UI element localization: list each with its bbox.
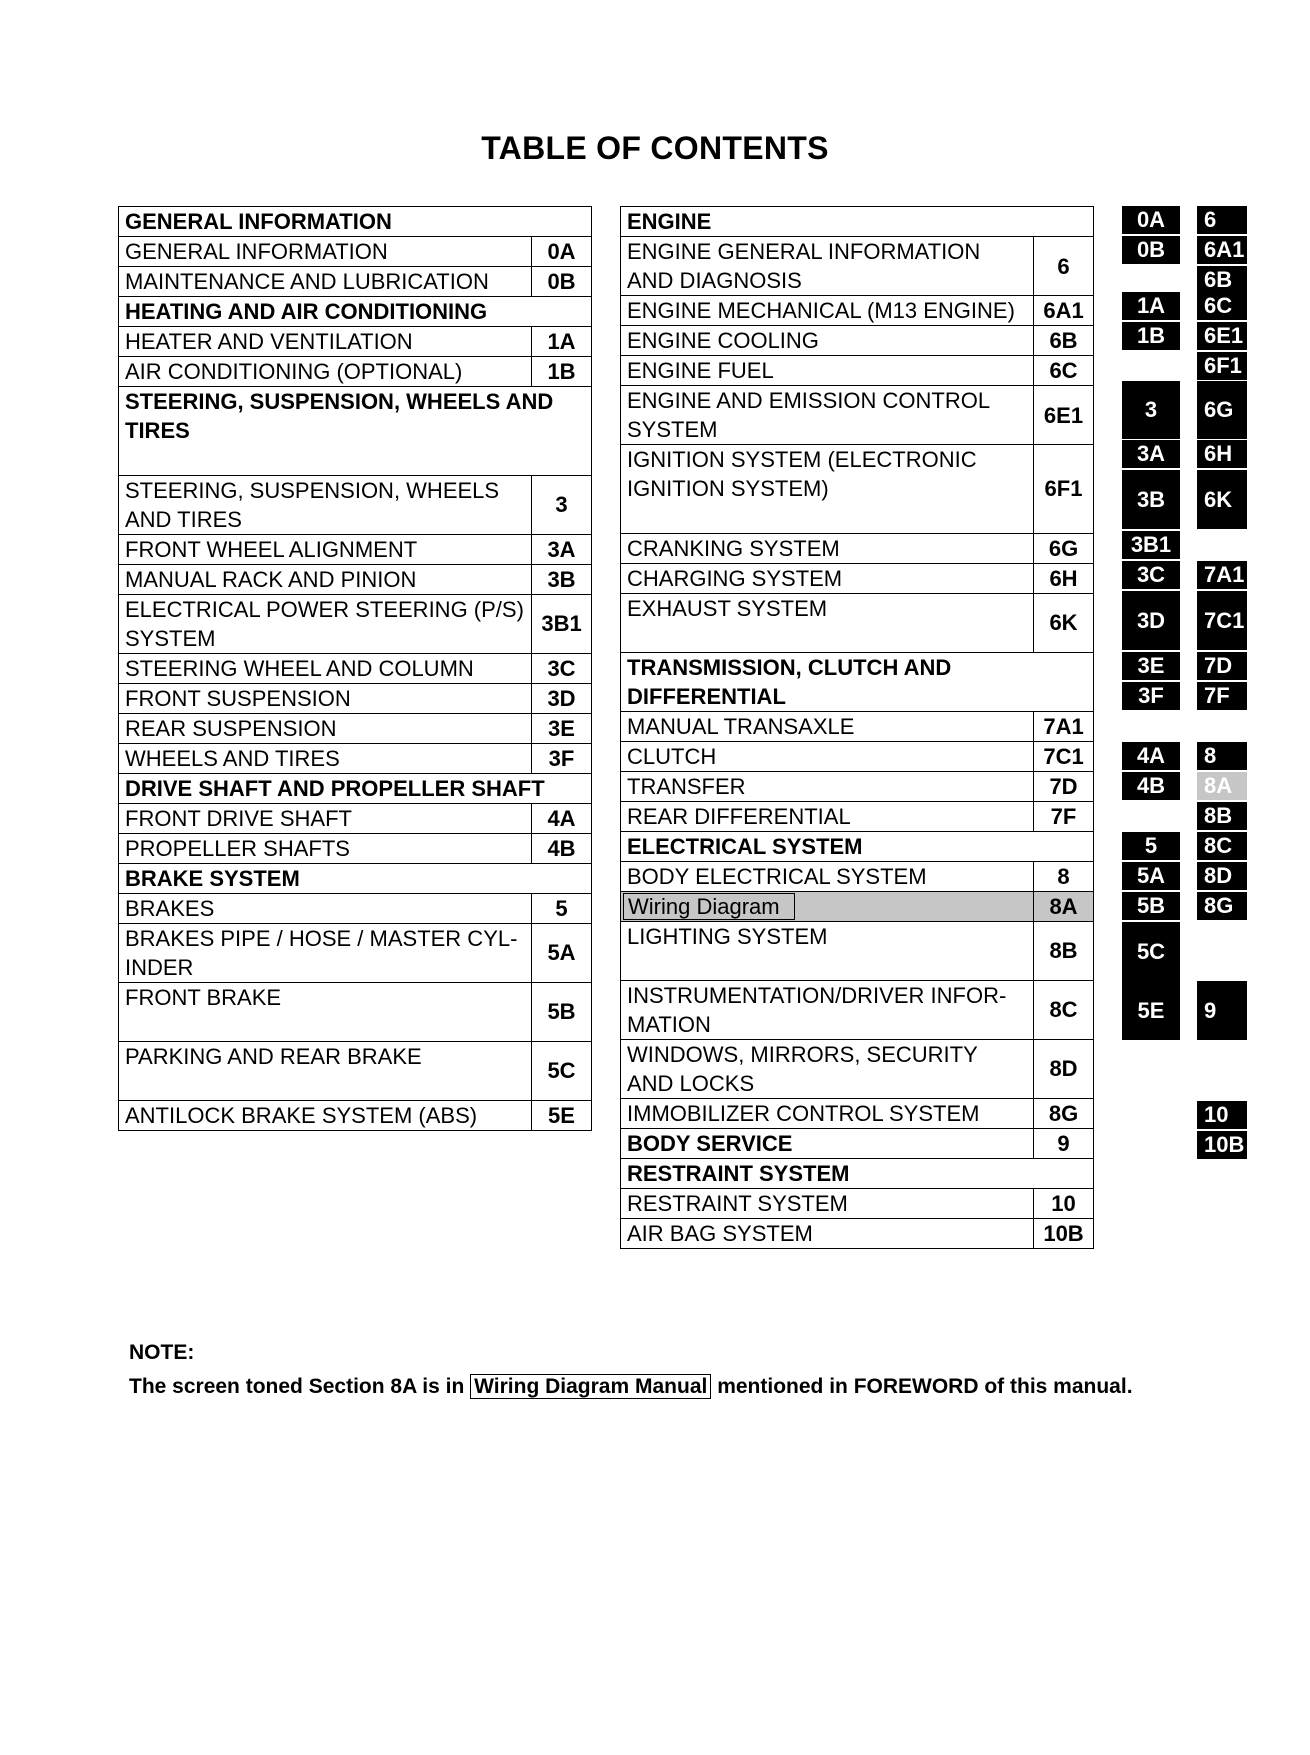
toc-entry-body-service[interactable] [621, 1128, 1034, 1158]
toc-entry-label: RESTRAINT SYSTEM [627, 1190, 848, 1216]
index-tab-7f[interactable]: 7F [1197, 682, 1247, 710]
toc-row [621, 861, 1094, 891]
toc-entry-steering-wheel-and-column[interactable] [119, 653, 532, 683]
section-code: 7C1 [1034, 741, 1094, 771]
toc-entry-body-electrical-system[interactable] [621, 861, 1034, 891]
section-code: 6 [1034, 237, 1094, 296]
toc-row [119, 653, 592, 683]
index-tab-1a[interactable]: 1A [1122, 292, 1180, 320]
toc-entry-immobilizer-control-system[interactable] [621, 1098, 1034, 1128]
toc-row [621, 356, 1094, 386]
section-heading-row [119, 387, 592, 476]
toc-row [621, 563, 1094, 593]
section-code: 6H [1034, 563, 1094, 593]
toc-entry-label: ENGINE FUEL [627, 358, 774, 383]
toc-entry-label: ENGINE COOLING [627, 328, 819, 353]
toc-entry-label: CLUTCH [627, 743, 717, 769]
section-code: 10 [1034, 1188, 1094, 1218]
toc-entry-label: AIR BAG SYSTEM [627, 1220, 813, 1246]
section-heading-row [621, 1158, 1094, 1188]
section-code: 0A [532, 237, 592, 267]
toc-entry-manual-rack-and-pinion[interactable] [119, 564, 532, 594]
toc-entry-label: WINDOWS, MIRRORS, SECURITY AND LOCKS [627, 1041, 978, 1096]
toc-row [621, 711, 1094, 741]
toc-row [621, 445, 1094, 534]
section-heading-row [119, 863, 592, 893]
toc-row [621, 237, 1094, 296]
section-heading-drive-shaft-and-propeller-shaft: DRIVE SHAFT AND PROPELLER SHAFT [119, 773, 592, 803]
index-tab-0a[interactable]: 0A [1122, 206, 1180, 234]
section-code: 7D [1034, 771, 1094, 801]
index-tab-3c[interactable]: 3C [1122, 561, 1180, 589]
toc-entry-steering-suspension-wheels-and-tires[interactable] [119, 475, 532, 534]
toc-row [621, 1098, 1094, 1128]
toc-row [621, 533, 1094, 563]
section-code: 5C [532, 1041, 592, 1100]
section-code: 8B [1034, 921, 1094, 980]
index-tab-6e1[interactable]: 6E1 [1197, 322, 1247, 350]
section-code: 10B [1034, 1218, 1094, 1248]
toc-entry-label: Wiring Diagram [623, 893, 795, 920]
section-code: 3B1 [532, 594, 592, 653]
toc-entry-label: MANUAL RACK AND PINION [125, 566, 417, 592]
toc-entry-label: MANUAL TRANSAXLE [627, 713, 855, 739]
toc-row [119, 713, 592, 743]
toc-row [119, 893, 592, 923]
index-tab-7a1[interactable]: 7A1 [1197, 561, 1247, 589]
index-tab-1b[interactable]: 1B [1122, 322, 1180, 350]
index-tab-8a[interactable]: 8A [1197, 772, 1247, 800]
toc-entry-front-brake[interactable] [119, 982, 532, 1041]
section-code: 7A1 [1034, 711, 1094, 741]
section-code: 3 [532, 475, 592, 534]
index-tab-7c1[interactable]: 7C1 [1197, 591, 1247, 650]
toc-entry-rear-suspension[interactable] [119, 713, 532, 743]
toc-entry-windows-mirrors-security-and-locks[interactable] [621, 1039, 1034, 1098]
toc-entry-antilock-brake-system-abs[interactable] [119, 1100, 532, 1130]
section-code: 5 [532, 893, 592, 923]
index-tab-6[interactable]: 6 [1197, 206, 1247, 234]
index-tab-3d[interactable]: 3D [1122, 591, 1180, 650]
toc-entry-label: BODY ELECTRICAL SYSTEM [627, 863, 927, 889]
toc-entry-label: IGNITION SYSTEM (ELECTRONIC IGNITION SYSTEM) [627, 447, 977, 501]
toc-entry-wheels-and-tires[interactable] [119, 743, 532, 773]
toc-entry-label: STEERING, SUSPENSION, WHEELS AND TIRES [125, 477, 500, 532]
toc-entry-exhaust-system[interactable] [621, 593, 1034, 652]
toc-row [119, 534, 592, 564]
toc-entry-label: WHEELS AND TIRES [125, 745, 340, 771]
section-code: 8A [1034, 891, 1094, 921]
toc-entry-engine-general-information-and-diagnosis[interactable] [621, 237, 1034, 296]
section-code: 1A [532, 327, 592, 357]
toc-row [621, 801, 1094, 831]
toc-entry-label: BRAKES PIPE / HOSE / MASTER CYL-INDER [125, 925, 518, 980]
index-tab-10[interactable]: 10 [1197, 1101, 1247, 1129]
section-code: 8 [1034, 861, 1094, 891]
toc-entry-label: ENGINE MECHANICAL (M13 ENGINE) [627, 298, 1015, 323]
toc-row [621, 386, 1094, 445]
toc-entry-label: CHARGING SYSTEM [627, 565, 843, 591]
toc-entry-heater-and-ventilation[interactable] [119, 327, 532, 357]
toc-entry-label: BODY SERVICE [627, 1130, 793, 1156]
toc-entry-lighting-system[interactable] [621, 921, 1034, 980]
toc-entry-label: ELECTRICAL POWER STEERING (P/S) SYSTEM [125, 596, 524, 651]
index-tab-5c[interactable]: 5C [1122, 922, 1180, 981]
section-heading-electrical-system: ELECTRICAL SYSTEM [621, 831, 1094, 861]
toc-entry-cranking-system[interactable] [621, 533, 1034, 563]
toc-entry-label: AIR CONDITIONING (OPTIONAL) [125, 359, 463, 384]
index-tab-8c[interactable]: 8C [1197, 832, 1247, 860]
toc-entry-ignition-system-electronic-ignition-system[interactable] [621, 445, 1034, 534]
toc-table-right [620, 206, 1094, 1249]
toc-row [119, 327, 592, 357]
toc-entry-restraint-system[interactable] [621, 1188, 1034, 1218]
section-code: 6E1 [1034, 386, 1094, 445]
toc-entry-label: GENERAL INFORMATION [125, 239, 388, 264]
toc-row [621, 593, 1094, 652]
toc-entry-air-conditioning-optional[interactable] [119, 357, 532, 387]
section-code: 6F1 [1034, 445, 1094, 534]
section-code: 6B [1034, 326, 1094, 356]
index-tab-3e[interactable]: 3E [1122, 652, 1180, 680]
toc-row [621, 891, 1094, 921]
section-code: 0B [532, 267, 592, 297]
section-code: 3B [532, 564, 592, 594]
toc-row [621, 1039, 1094, 1098]
section-heading-row [119, 207, 592, 237]
index-tab-0b[interactable]: 0B [1122, 236, 1180, 264]
toc-row [621, 296, 1094, 326]
toc-entry-label: LIGHTING SYSTEM [627, 923, 828, 949]
toc-entry-label: ANTILOCK BRAKE SYSTEM (ABS) [125, 1102, 478, 1128]
index-tab-3b[interactable]: 3B [1122, 470, 1180, 529]
section-code: 8C [1034, 980, 1094, 1039]
index-tab-6c[interactable]: 6C [1197, 292, 1247, 320]
section-code: 6C [1034, 356, 1094, 386]
index-tab-5a[interactable]: 5A [1122, 862, 1180, 890]
index-tab-4a[interactable]: 4A [1122, 742, 1180, 770]
index-tab-6g[interactable]: 6G [1197, 381, 1247, 439]
toc-row [621, 921, 1094, 980]
section-code: 6A1 [1034, 296, 1094, 326]
index-tab-5b[interactable]: 5B [1122, 892, 1180, 920]
toc-entry-label: TRANSFER [627, 773, 746, 799]
toc-row [119, 564, 592, 594]
toc-entry-label: FRONT SUSPENSION [125, 685, 351, 711]
index-tab-6h[interactable]: 6H [1197, 440, 1247, 468]
section-code: 3E [532, 713, 592, 743]
toc-entry-label: STEERING WHEEL AND COLUMN [125, 655, 474, 681]
section-code: 9 [1034, 1128, 1094, 1158]
toc-row [119, 683, 592, 713]
section-heading-row [119, 773, 592, 803]
index-tab-3f[interactable]: 3F [1122, 682, 1180, 710]
toc-entry-front-suspension[interactable] [119, 683, 532, 713]
index-tab-8d[interactable]: 8D [1197, 862, 1247, 890]
toc-row [119, 803, 592, 833]
toc-entry-label: PARKING AND REAR BRAKE [125, 1043, 422, 1069]
toc-table-left [118, 206, 592, 1131]
toc-row [119, 833, 592, 863]
index-tab-5[interactable]: 5 [1122, 832, 1180, 860]
index-tab-4b[interactable]: 4B [1122, 772, 1180, 800]
toc-row [621, 771, 1094, 801]
toc-entry-rear-differential[interactable] [621, 801, 1034, 831]
toc-row [621, 1218, 1094, 1248]
toc-entry-engine-cooling[interactable] [621, 326, 1034, 356]
toc-row [119, 267, 592, 297]
toc-row [119, 982, 592, 1041]
section-heading-general-information: GENERAL INFORMATION [119, 207, 592, 237]
index-tab-9[interactable]: 9 [1197, 981, 1247, 1040]
toc-entry-instrumentation-driver-infor-mation[interactable] [621, 980, 1034, 1039]
toc-entry-label: MAINTENANCE AND LUBRICATION [125, 269, 489, 294]
toc-entry-label: HEATER AND VENTILATION [125, 329, 413, 354]
toc-row [621, 326, 1094, 356]
section-code: 8G [1034, 1098, 1094, 1128]
section-heading-row [621, 207, 1094, 237]
toc-entry-charging-system[interactable] [621, 563, 1034, 593]
section-heading-brake-system: BRAKE SYSTEM [119, 863, 592, 893]
section-heading-row [119, 297, 592, 327]
index-tab-3a[interactable]: 3A [1122, 440, 1180, 468]
toc-entry-general-information[interactable] [119, 237, 532, 267]
toc-entry-label: EXHAUST SYSTEM [627, 595, 828, 621]
toc-entry-electrical-power-steering-p-s-system[interactable] [119, 594, 532, 653]
toc-entry-label: FRONT WHEEL ALIGNMENT [125, 536, 418, 562]
toc-entry-label: BRAKES [125, 895, 215, 921]
section-code: 1B [532, 357, 592, 387]
toc-row [119, 1041, 592, 1100]
toc-row [621, 1128, 1094, 1158]
toc-row [621, 1188, 1094, 1218]
section-code: 4B [532, 833, 592, 863]
toc-row [621, 980, 1094, 1039]
toc-entry-propeller-shafts[interactable] [119, 833, 532, 863]
toc-entry-label: ENGINE AND EMISSION CONTROL SYSTEM [627, 388, 990, 442]
toc-row [621, 741, 1094, 771]
section-code: 3A [532, 534, 592, 564]
toc-entry-label: IMMOBILIZER CONTROL SYSTEM [627, 1100, 980, 1126]
toc-row [119, 1100, 592, 1130]
toc-entry-label: FRONT BRAKE [125, 984, 282, 1010]
note-heading: NOTE: [129, 1341, 195, 1364]
index-tab-7d[interactable]: 7D [1197, 652, 1247, 680]
toc-entry-label: REAR SUSPENSION [125, 715, 337, 741]
section-heading-row [621, 831, 1094, 861]
page-title: TABLE OF CONTENTS [481, 130, 829, 166]
toc-row [119, 357, 592, 387]
section-heading-steering-suspension-wheels-and-tires: STEERING, SUSPENSION, WHEELS AND TIRES [119, 387, 592, 476]
section-code: 3C [532, 653, 592, 683]
toc-entry-front-drive-shaft[interactable] [119, 803, 532, 833]
toc-row [119, 923, 592, 982]
index-tab-6b[interactable]: 6B [1197, 266, 1247, 294]
index-tab-10b[interactable]: 10B [1197, 1131, 1247, 1159]
section-code: 6G [1034, 533, 1094, 563]
section-code: 3D [532, 683, 592, 713]
section-code: 5E [532, 1100, 592, 1130]
toc-entry-label: REAR DIFFERENTIAL [627, 803, 851, 829]
section-code: 8D [1034, 1039, 1094, 1098]
toc-entry-label: FRONT DRIVE SHAFT [125, 805, 352, 831]
index-tab-6a1[interactable]: 6A1 [1197, 236, 1247, 264]
toc-entry-label: CRANKING SYSTEM [627, 535, 840, 561]
section-code: 3F [532, 743, 592, 773]
section-code: 7F [1034, 801, 1094, 831]
toc-entry-brakes[interactable] [119, 893, 532, 923]
toc-entry-label: PROPELLER SHAFTS [125, 835, 350, 861]
section-heading-engine: ENGINE [621, 207, 1094, 237]
toc-entry-brakes-pipe-hose-master-cyl-inder[interactable] [119, 923, 532, 982]
toc-entry-parking-and-rear-brake[interactable] [119, 1041, 532, 1100]
toc-entry-air-bag-system[interactable] [621, 1218, 1034, 1248]
toc-row [119, 743, 592, 773]
toc-entry-transfer[interactable] [621, 771, 1034, 801]
toc-row [119, 475, 592, 534]
wiring-diagram-manual-ref[interactable]: Wiring Diagram Manual [470, 1374, 711, 1399]
section-code: 4A [532, 803, 592, 833]
toc-entry-clutch[interactable] [621, 741, 1034, 771]
section-heading-restraint-system: RESTRAINT SYSTEM [621, 1158, 1094, 1188]
section-heading-heating-and-air-conditioning: HEATING AND AIR CONDITIONING [119, 297, 592, 327]
toc-row [119, 594, 592, 653]
toc-entry-engine-and-emission-control-system[interactable] [621, 386, 1034, 445]
toc-row [119, 237, 592, 267]
toc-entry-maintenance-and-lubrication[interactable] [119, 267, 532, 297]
index-tab-3b1[interactable]: 3B1 [1122, 531, 1180, 559]
index-tab-6f1[interactable]: 6F1 [1197, 352, 1247, 380]
toc-entry-engine-mechanical-m13-engine[interactable] [621, 296, 1034, 326]
section-heading-row [621, 652, 1094, 711]
section-heading-transmission-clutch-and-differential: TRANSMISSION, CLUTCH AND DIFFERENTIAL [621, 652, 1094, 711]
note-text-after: mentioned in FOREWORD of this manual. [717, 1375, 1133, 1398]
toc-entry-wiring-diagram[interactable] [621, 891, 1034, 921]
toc-entry-label: ENGINE GENERAL INFORMATION AND DIAGNOSIS [627, 239, 981, 293]
toc-entry-label: INSTRUMENTATION/DRIVER INFOR-MATION [627, 982, 1007, 1037]
toc-entry-manual-transaxle[interactable] [621, 711, 1034, 741]
index-tab-8g[interactable]: 8G [1197, 892, 1247, 920]
section-code: 6K [1034, 593, 1094, 652]
toc-entry-front-wheel-alignment[interactable] [119, 534, 532, 564]
index-tab-8b[interactable]: 8B [1197, 802, 1247, 830]
index-tab-3[interactable]: 3 [1122, 381, 1180, 439]
section-code: 5B [532, 982, 592, 1041]
index-tab-8[interactable]: 8 [1197, 742, 1247, 770]
note-text-before: The screen toned Section 8A is in [129, 1375, 465, 1398]
index-tab-6k[interactable]: 6K [1197, 470, 1247, 529]
toc-entry-engine-fuel[interactable] [621, 356, 1034, 386]
index-tab-5e[interactable]: 5E [1122, 981, 1180, 1040]
section-code: 5A [532, 923, 592, 982]
note-text [129, 1375, 1133, 1399]
